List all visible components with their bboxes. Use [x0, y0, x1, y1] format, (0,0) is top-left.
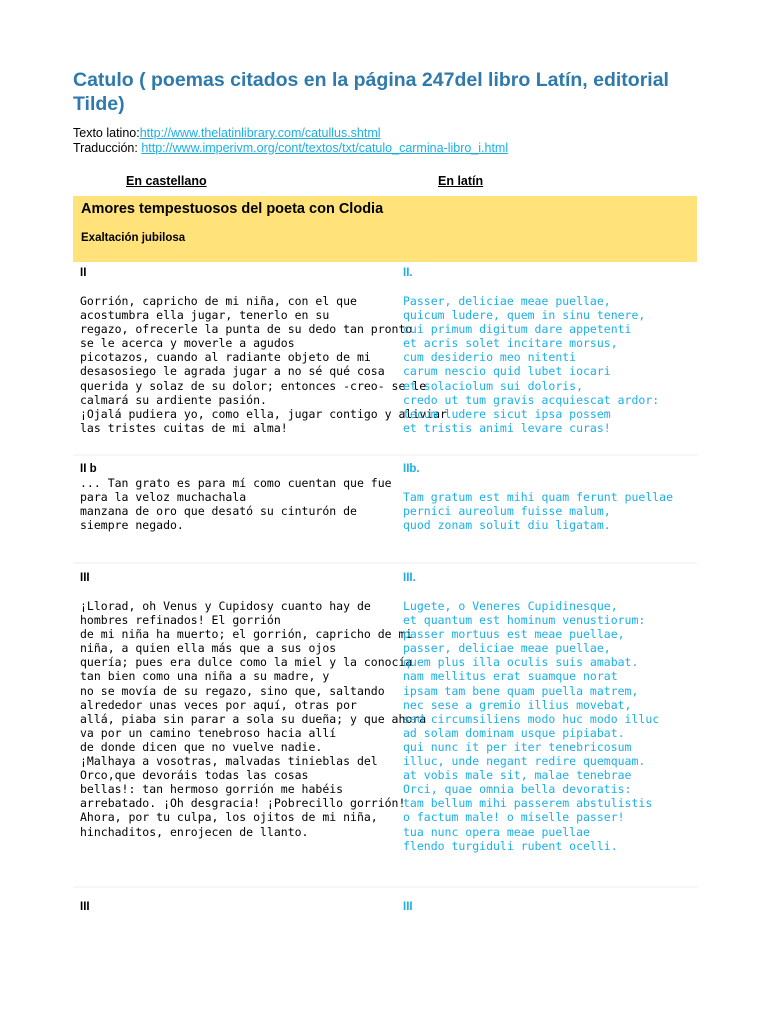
poem-text-latin: Passer, deliciae meae puellae, quicum ludere, quem in sinu tenere, cui primum digitum dare appetenti et acris solet incitare morsus, cum desiderio meo nitenti carum nescio quid lubet iocari et solaciolum sui doloris, credo ut tum gravis acquiescat ardor: tecum ludere sicut ipsa possem et tristis animi levare curas!: [403, 294, 660, 435]
translation-source-label: Traducción:: [73, 140, 142, 155]
section-subtitle: Exaltación jubilosa: [81, 232, 186, 244]
sources-block: [73, 126, 508, 155]
translation-source-link[interactable]: http://www.imperivm.org/cont/textos/txt/catulo_carmina-libro_i.html: [141, 140, 509, 155]
poem-number-latin: III: [403, 901, 413, 913]
poem-number-latin: II.: [403, 267, 413, 279]
poem-number-spanish: II: [80, 267, 87, 279]
poem-number-latin: IIb.: [403, 463, 420, 475]
poem-text-latin: Tam gratum est mihi quam ferunt puellae pernici aureolum fuisse malum, quod zonam soluit diu ligatam.: [403, 490, 674, 533]
row-divider: [73, 454, 697, 456]
latin-source-label: Texto latino:: [73, 126, 140, 140]
poem-number-latin: III.: [403, 572, 416, 584]
column-header-latin: En latín: [438, 174, 484, 188]
poem-text-latin: Lugete, o Veneres Cupidinesque, et quantum est hominum venustiorum: passer mortuus est meae puellae, passer, deliciae meae puellae, quem plus illa oculis suis amabat. nam mellitus erat suamque norat ipsam tam bene quam puella matrem, nec sese a gremio illius movebat, sed circumsiliens modo huc modo illuc ad solam dominam usque pipiabat. qui nunc it per iter tenebricosum illuc, unde negant redire quemquam. at vobis male sit, malae tenebrae Orci, quae omnia bella devoratis: tam bellum mihi passerem abstulistis o factum male! o miselle passer! tua nunc opera meae puellae flendo turgiduli rubent ocelli.: [403, 599, 660, 853]
section-title: Amores tempestuosos del poeta con Clodia: [81, 201, 384, 217]
latin-source-line: [73, 126, 508, 141]
poem-number-spanish: III: [80, 572, 90, 584]
row-divider: [73, 886, 697, 888]
document-title: Catulo ( poemas citados en la página 247del libro Latín, editorial Tilde): [73, 69, 669, 115]
poem-text-spanish: Gorrión, capricho de mi niña, con el que acostumbra ella jugar, tenerlo en su regazo, ofrecerle la punta de su dedo tan pronto se le acerca y moverle a agudos picotazos, cuando al radiante objeto de mi desasosiego le agrada jugar a no sé qué cosa querida y solaz de su dolor; entonces -creo- se le calmará su ardiente pasión. ¡Ojalá pudiera yo, como ella, jugar contigo y aliviar las tristes cuitas de mi alma!: [80, 294, 447, 435]
latin-source-link[interactable]: http://www.thelatinlibrary.com/catullus.shtml: [139, 126, 381, 140]
poem-text-spanish: ... Tan grato es para mí como cuentan que fue para la veloz muchachala manzana de oro que desató su cinturón de siempre negado.: [80, 476, 392, 533]
poem-text-spanish: ¡Llorad, oh Venus y Cupidosy cuanto hay de hombres refinados! El gorrión de mi niña ha muerto; el gorrión, capricho de mi niña, a quien ella más que a sus ojos quería; pues era dulce como la miel y la conocía tan bien como una niña a su madre, y no se movía de su regazo, sino que, saltando alrededor unas veces por aquí, otras por allá, piaba sin parar a sola su dueña; y que ahora va por un camino tenebroso hacia allí de donde dicen que no vuelve nadie. ¡Malhaya a vosotras, malvadas tinieblas del Orco,que devoráis todas las cosas bellas!: tan hermoso gorrión me habéis arrebatado. ¡Oh desgracia! ¡Pobrecillo gorrión! Ahora, por tu culpa, los ojitos de mi niña, hinchaditos, enrojecen de llanto.: [80, 599, 427, 839]
translation-source-line: [73, 141, 508, 156]
section-banner: [73, 196, 697, 262]
row-divider: [73, 562, 697, 564]
column-header-spanish: En castellano: [126, 174, 207, 188]
poem-number-spanish: II b: [80, 463, 97, 475]
poem-number-spanish: III: [80, 901, 90, 913]
